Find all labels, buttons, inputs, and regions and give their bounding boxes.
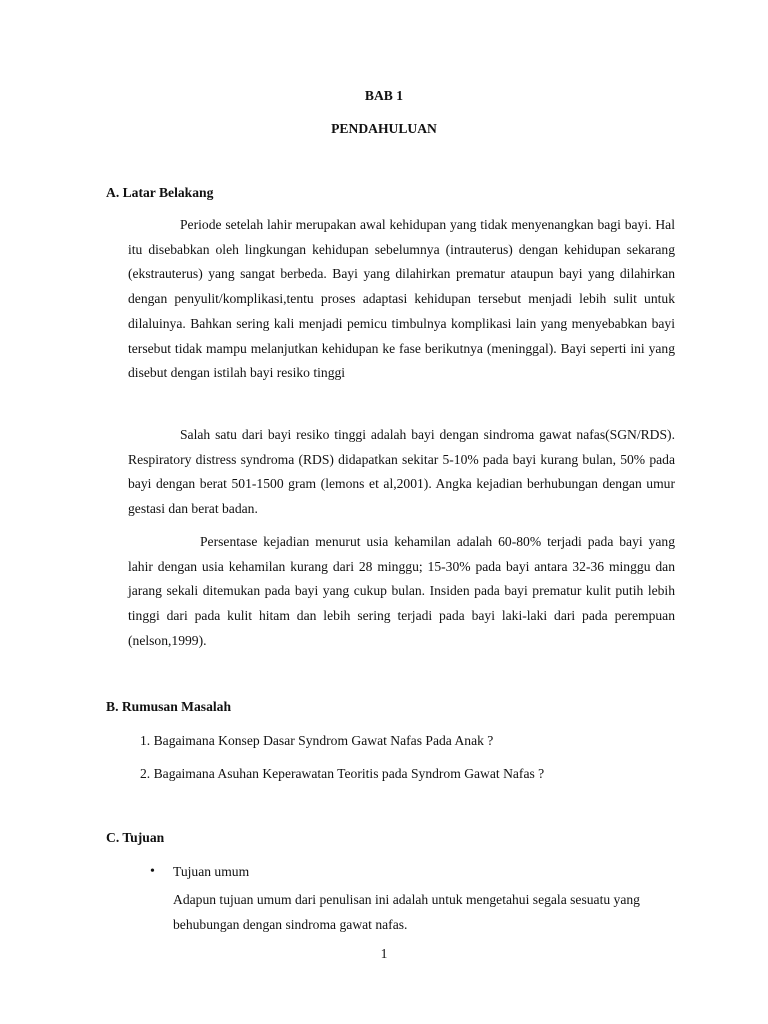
section-a-heading: A. Latar Belakang bbox=[106, 185, 214, 200]
chapter-title: PENDAHULUAN bbox=[331, 121, 437, 136]
background-paragraph-2: Salah satu dari bayi resiko tinggi adalah bayi dengan sindroma gawat nafas(SGN/RDS). Respiratory distress syndroma (RDS) didapatkan sekitar 5-10% pada bayi kurang bulan, 50% pada bayi dengan berat 501-1500 gram (lemons et al,2001). Angka kejadian berhubungan dengan umur gestasi dan berat badan. bbox=[128, 427, 675, 517]
section-b-heading: B. Rumusan Masalah bbox=[106, 699, 232, 714]
background-paragraph-1: Periode setelah lahir merupakan awal kehidupan yang tidak menyenangkan bagi bayi. Hal itu disebabkan oleh lingkungan kehidupan sebelumnya (intrauterus) dengan kehidupan sekarang (ekstrauterus) yang sangat berbeda. Bayi yang dilahirkan prematur ataupun bayi yang dilahirkan dengan penyulit/komplikasi,tentu proses adaptasi kehidupan tersebut menjadi lebih sulit untuk dilaluinya. Bahkan sering kali menjadi pemicu timbulnya komplikasi lain yang menyebabkan bayi tersebut tidak mampu melanjutkan kehidupan ke fase berikutnya (meninggal). Bayi seperti ini yang disebut dengan istilah bayi resiko tinggi bbox=[128, 217, 675, 381]
bullet-icon: • bbox=[150, 864, 155, 879]
objective-label: Tujuan umum bbox=[173, 864, 250, 879]
objective-text: Adapun tujuan umum dari penulisan ini adalah untuk mengetahui segala sesuatu yang behubungan dengan sindroma gawat nafas. bbox=[173, 892, 640, 932]
problem-item-2: 2. Bagaimana Asuhan Keperawatan Teoritis pada Syndrom Gawat Nafas ? bbox=[140, 766, 545, 781]
background-paragraph-3: Persentase kejadian menurut usia kehamilan adalah 60-80% terjadi pada bayi yang lahir dengan usia kehamilan kurang dari 28 minggu; 15-30% pada bayi antara 32-36 minggu dan jarang sekali ditemukan pada bayi yang cukup bulan. Insiden pada bayi prematur kulit putih lebih tinggi dari pada kulit hitam dan lebih sering terjadi pada bayi laki-laki dari pada perempuan (nelson,1999). bbox=[128, 534, 675, 648]
problem-item-1: 1. Bagaimana Konsep Dasar Syndrom Gawat Nafas Pada Anak ? bbox=[140, 733, 494, 748]
section-c-heading: C. Tujuan bbox=[106, 830, 165, 845]
chapter-number: BAB 1 bbox=[364, 88, 404, 103]
page-number: 1 bbox=[380, 946, 388, 961]
